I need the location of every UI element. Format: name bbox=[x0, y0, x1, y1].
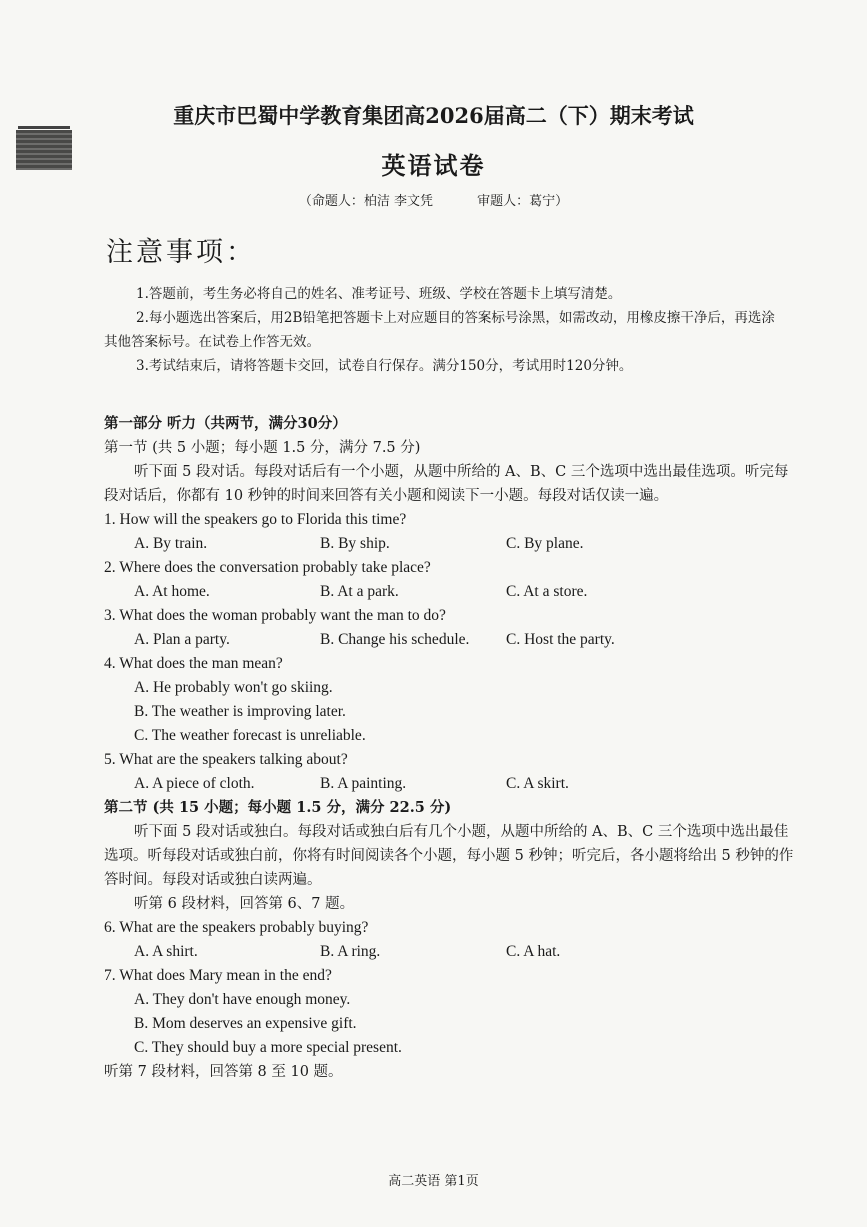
option-a: A. He probably won't go skiing. bbox=[134, 679, 333, 696]
material-6-note: 听第 6 段材料，回答第 6、7 题。 bbox=[134, 896, 355, 912]
option-a: A. A shirt. bbox=[134, 943, 198, 960]
part1-heading: 第一部分 听力（共两节，满分30分） bbox=[104, 415, 347, 432]
material-7-note: 听第 7 段材料，回答第 8 至 10 题。 bbox=[104, 1064, 343, 1080]
section2-instruction: 听下面 5 段对话或独白。每段对话或独白后有几个小题，从题中所给的 A、B、C 三个选项中选出最佳选项。听每段对话或独白前，你将有时间阅读各个小题，每小题 5 秒钟；听完后，各小题将给出 5 秒钟的作答时间。每段对话或独白读两遍。 bbox=[104, 824, 794, 888]
authors-line bbox=[0, 190, 867, 209]
exam-title: 重庆市巴蜀中学教育集团高2026届高二（下）期末考试 bbox=[173, 103, 694, 128]
setter: （命题人：柏洁 李文凭 bbox=[298, 194, 433, 209]
option-c: C. The weather forecast is unreliable. bbox=[134, 727, 366, 744]
question-3: 3. What does the woman probably want the man to do? bbox=[104, 607, 446, 624]
option-c: C. At a store. bbox=[506, 583, 588, 600]
options-2 bbox=[104, 580, 794, 604]
option-b: B. Change his schedule. bbox=[320, 631, 470, 648]
section1-heading: 第一节 (共 5 小题；每小题 1.5 分，满分 7.5 分) bbox=[104, 440, 421, 456]
notice-item: 1.答题前，考生务必将自己的姓名、准考证号、班级、学校在答题卡上填写清楚。 bbox=[136, 286, 622, 302]
option-a: A. A piece of cloth. bbox=[134, 775, 255, 792]
section1-instruction: 听下面 5 段对话。每段对话后有一个小题，从题中所给的 A、B、C 三个选项中选出最佳选项。听完每段对话后，你都有 10 秒钟的时间来回答有关小题和阅读下一小题。每段对话仅读一遍。 bbox=[104, 464, 789, 504]
exam-body bbox=[104, 412, 794, 1084]
option-c: C. Host the party. bbox=[506, 631, 615, 648]
question-2: 2. Where does the conversation probably take place? bbox=[104, 559, 431, 576]
section2-heading: 第二节 (共 15 小题；每小题 1.5 分，满分 22.5 分) bbox=[104, 799, 452, 816]
page-footer: 高二英语 第1页 bbox=[388, 1174, 479, 1189]
options-5 bbox=[104, 772, 794, 796]
notice-item: 3.考试结束后，请将答题卡交回，试卷自行保存。满分150分，考试用时120分钟。 bbox=[136, 358, 633, 374]
option-b: B. A ring. bbox=[320, 943, 381, 960]
options-1 bbox=[104, 532, 794, 556]
option-b: B. A painting. bbox=[320, 775, 407, 792]
option-a: A. They don't have enough money. bbox=[134, 991, 351, 1008]
option-c: C. They should buy a more special present. bbox=[134, 1039, 402, 1056]
option-b: B. At a park. bbox=[320, 583, 399, 600]
notice-item: 2.每小题选出答案后，用2B铅笔把答题卡上对应题目的答案标号涂黑，如需改动，用橡皮擦干净后，再选涂其他答案标号。在试卷上作答无效。 bbox=[104, 310, 775, 350]
notice-heading: 注意事项： bbox=[106, 237, 256, 268]
option-c: C. A hat. bbox=[506, 943, 561, 960]
option-b: B. The weather is improving later. bbox=[134, 703, 346, 720]
question-4: 4. What does the man mean? bbox=[104, 655, 283, 672]
question-1: 1. How will the speakers go to Florida this time? bbox=[104, 511, 407, 528]
option-c: C. A skirt. bbox=[506, 775, 569, 792]
option-c: C. By plane. bbox=[506, 535, 584, 552]
question-5: 5. What are the speakers talking about? bbox=[104, 751, 348, 768]
question-7: 7. What does Mary mean in the end? bbox=[104, 967, 332, 984]
option-b: B. Mom deserves an expensive gift. bbox=[134, 1015, 357, 1032]
notice-list bbox=[104, 282, 784, 378]
reviewer: 审题人：葛宁） bbox=[477, 194, 569, 209]
exam-subtitle: 英语试卷 bbox=[381, 151, 486, 180]
option-a: A. At home. bbox=[134, 583, 210, 600]
options-3 bbox=[104, 628, 794, 652]
question-6: 6. What are the speakers probably buying? bbox=[104, 919, 369, 936]
option-a: A. Plan a party. bbox=[134, 631, 230, 648]
options-6 bbox=[104, 940, 794, 964]
option-a: A. By train. bbox=[134, 535, 208, 552]
option-b: B. By ship. bbox=[320, 535, 390, 552]
